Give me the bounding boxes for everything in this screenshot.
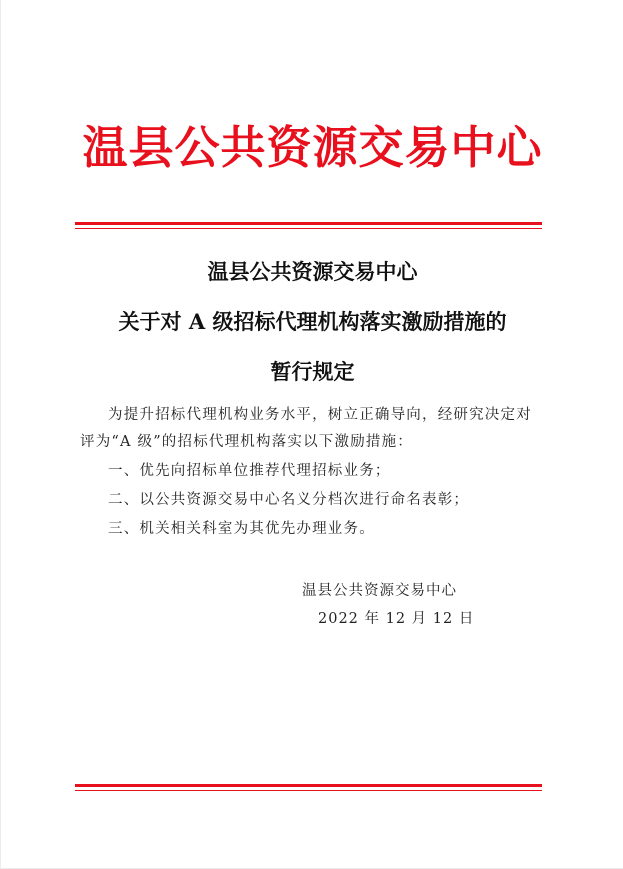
- body-intro-line-2: 评为“A 级”的招标代理机构落实以下激励措施：: [80, 434, 414, 450]
- signature-org: 温县公共资源交易中心: [302, 583, 457, 599]
- document-title-line-3: 暂行规定: [270, 359, 355, 384]
- body-item-2: 二、以公共资源交易中心名义分档次进行命名表彰；: [108, 492, 470, 508]
- signature-date: 2022 年 12 月 12 日: [318, 611, 475, 627]
- masthead-org-name: 温县公共资源交易中心: [82, 121, 543, 174]
- footer-red-rule-thick: [75, 784, 542, 787]
- footer-red-rule-thin: [75, 790, 542, 791]
- masthead-red-rule-thin: [75, 228, 542, 229]
- document-title-line-2: 关于对 A 级招标代理机构落实激励措施的: [118, 309, 507, 334]
- body-intro-line-1: 为提升招标代理机构业务水平，树立正确导向，经研究决定对: [108, 407, 532, 423]
- masthead-red-rule-thick: [75, 222, 542, 225]
- body-item-3: 三、机关相关科室为其优先办理业务。: [108, 521, 375, 537]
- document-title-line-1: 温县公共资源交易中心: [207, 259, 418, 284]
- body-item-1: 一、优先向招标单位推荐代理招标业务；: [108, 463, 391, 479]
